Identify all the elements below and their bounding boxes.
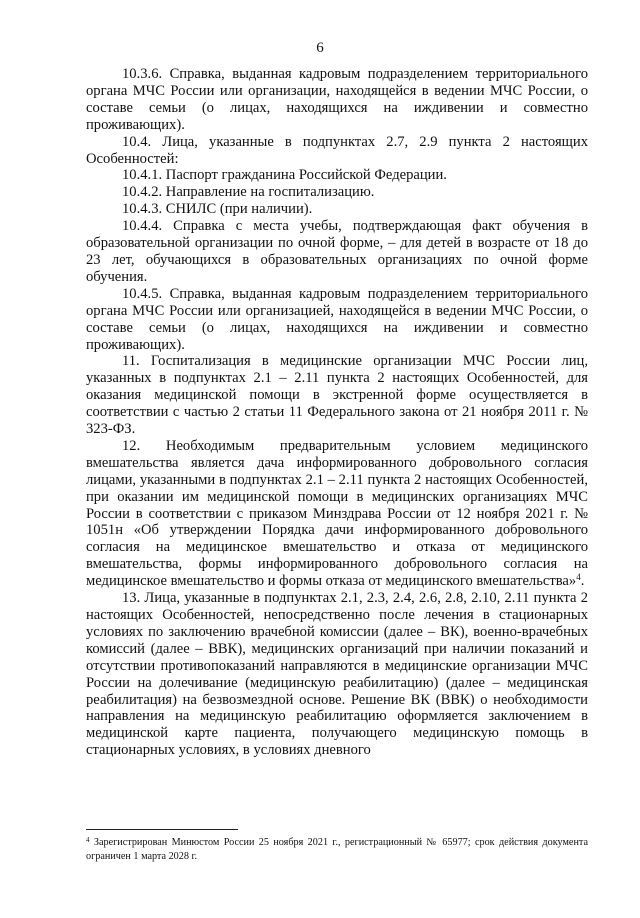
paragraph-10-4: 10.4. Лица, указанные в подпунктах 2.7, 2.9 пункта 2 настоящих Особенностей: <box>86 133 588 167</box>
paragraph-12-text: 12. Необходимым предварительным условием медицинского вмешательства является дача информированного добровольного согласия лицами, указанными в подпунктах 2.1 – 2.11 пункта 2 настоящих Особенностей, при оказании им медицинской помощи в медицинских организациях МЧС России в соответствии с приказом Минздрава России от 12 ноября 2021 г. № 1051н «Об утверждении Порядка дачи информированного добровольного согласия на медицинское вмешательство и отказа от медицинского вмешательства, формы информированного добровольного согласия на медицинское вмешательство и формы отказа от медицинского вмешательства» <box>86 437 588 590</box>
paragraph-10-4-1: 10.4.1. Паспорт гражданина Российской Федерации. <box>122 167 447 184</box>
footnote-divider <box>86 829 238 830</box>
footnote-reference: 4 <box>576 572 581 583</box>
paragraph-10-3-6: 10.3.6. Справка, выданная кадровым подразделением территориального органа МЧС России или организации, находящейся в ведении МЧС России, о составе семьи (о лицах, находящихся на иждивении и совместно проживающих). <box>86 66 588 133</box>
paragraph-12 <box>86 438 588 590</box>
paragraph-10-4-2: 10.4.2. Направление на госпитализацию. <box>122 184 375 201</box>
footnote-marker: 4 <box>86 836 90 844</box>
paragraph-12-tail: . <box>580 573 585 590</box>
page-number: 6 <box>316 40 324 56</box>
paragraph-11: 11. Госпитализация в медицинские организации МЧС России лиц, указанных в подпунктах 2.1 – 2.11 пункта 2 настоящих Особенностей, для оказания медицинской помощи в экстренной форме осуществляется в соответствии с частью 2 статьи 11 Федерального закона от 21 ноября 2011 г. № 323-ФЗ. <box>86 353 588 438</box>
document-body <box>86 66 588 759</box>
paragraph-13: 13. Лица, указанные в подпунктах 2.1, 2.3, 2.4, 2.6, 2.8, 2.10, 2.11 пункта 2 настоящих Особенностей, непосредственно после лечения в стационарных условиях по заключению врачебной комиссии (далее – ВК), военно-врачебных комиссий (далее – ВВК), медицинских организаций при наличии показаний и отсутствии противопоказаний направляются в медицинские организации МЧС России на долечивание (медицинскую реабилитацию) (далее – медицинская реабилитация) на безвозмездной основе. Решение ВК (ВВК) о необходимости направления на медицинскую реабилитацию оформляется заключением в медицинской карте пациента, получающего медицинскую помощь в стационарных условиях, в условиях дневного <box>86 590 588 759</box>
paragraph-10-4-5: 10.4.5. Справка, выданная кадровым подразделением территориального органа МЧС России или организацией, находящейся в ведении МЧС России, о составе семьи (о лицах, находящихся на иждивении и совместно проживающих). <box>86 285 588 353</box>
paragraph-10-4-3: 10.4.3. СНИЛС (при наличии). <box>122 201 313 218</box>
paragraph-10-4-4: 10.4.4. Справка с места учебы, подтверждающая факт обучения в образовательной организации по очной форме, – для детей в возрасте от 18 до 23 лет, обучающихся в образовательных организациях по очной форме обучения. <box>86 218 588 285</box>
footnote <box>86 836 588 864</box>
footnote-text: Зарегистрирован Минюстом России 25 ноября 2021 г., регистрационный № 65977; срок действия документа ограничен 1 марта 2028 г. <box>86 837 588 862</box>
